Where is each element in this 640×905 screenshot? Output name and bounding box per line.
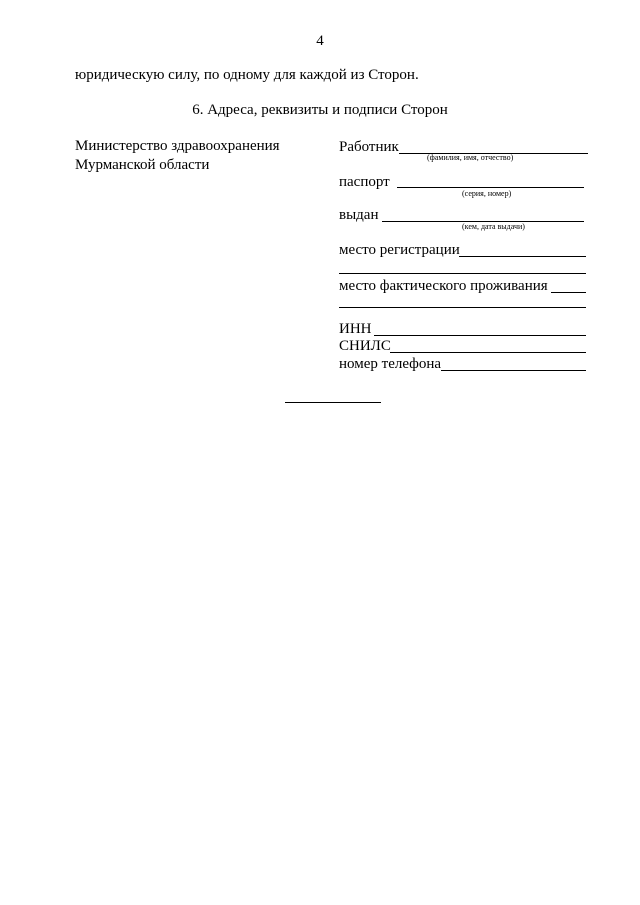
residence-label: место фактического проживания: [339, 278, 548, 294]
page-number: 4: [316, 33, 324, 49]
phone-field[interactable]: [441, 370, 586, 371]
registration-field-line2[interactable]: [339, 273, 586, 274]
issued-caption: (кем, дата выдачи): [462, 222, 525, 231]
residence-field-line2[interactable]: [339, 307, 586, 308]
inn-field[interactable]: [374, 335, 586, 336]
issued-label: выдан: [339, 207, 379, 223]
worker-caption: (фамилия, имя, отчество): [427, 153, 514, 162]
phone-label: номер телефона: [339, 356, 442, 372]
registration-label: место регистрации: [339, 242, 460, 258]
snils-label: СНИЛС: [339, 338, 391, 354]
snils-field[interactable]: [390, 352, 586, 353]
passport-label: паспорт: [339, 174, 390, 190]
passport-caption: (серия, номер): [462, 189, 512, 198]
employer-name-line1: Министерство здравоохранения: [75, 138, 280, 154]
end-divider: [285, 402, 381, 403]
inn-label: ИНН: [339, 321, 372, 337]
registration-field[interactable]: [459, 256, 586, 257]
continuation-text: юридическую силу, по одному для каждой из Сторон.: [75, 67, 419, 83]
section-title: 6. Адреса, реквизиты и подписи Сторон: [192, 102, 448, 118]
worker-label: Работник: [339, 139, 399, 155]
employer-block: [75, 137, 280, 175]
passport-field[interactable]: [397, 187, 584, 188]
residence-field[interactable]: [551, 292, 586, 293]
employer-name-line2: Мурманской области: [75, 157, 210, 173]
